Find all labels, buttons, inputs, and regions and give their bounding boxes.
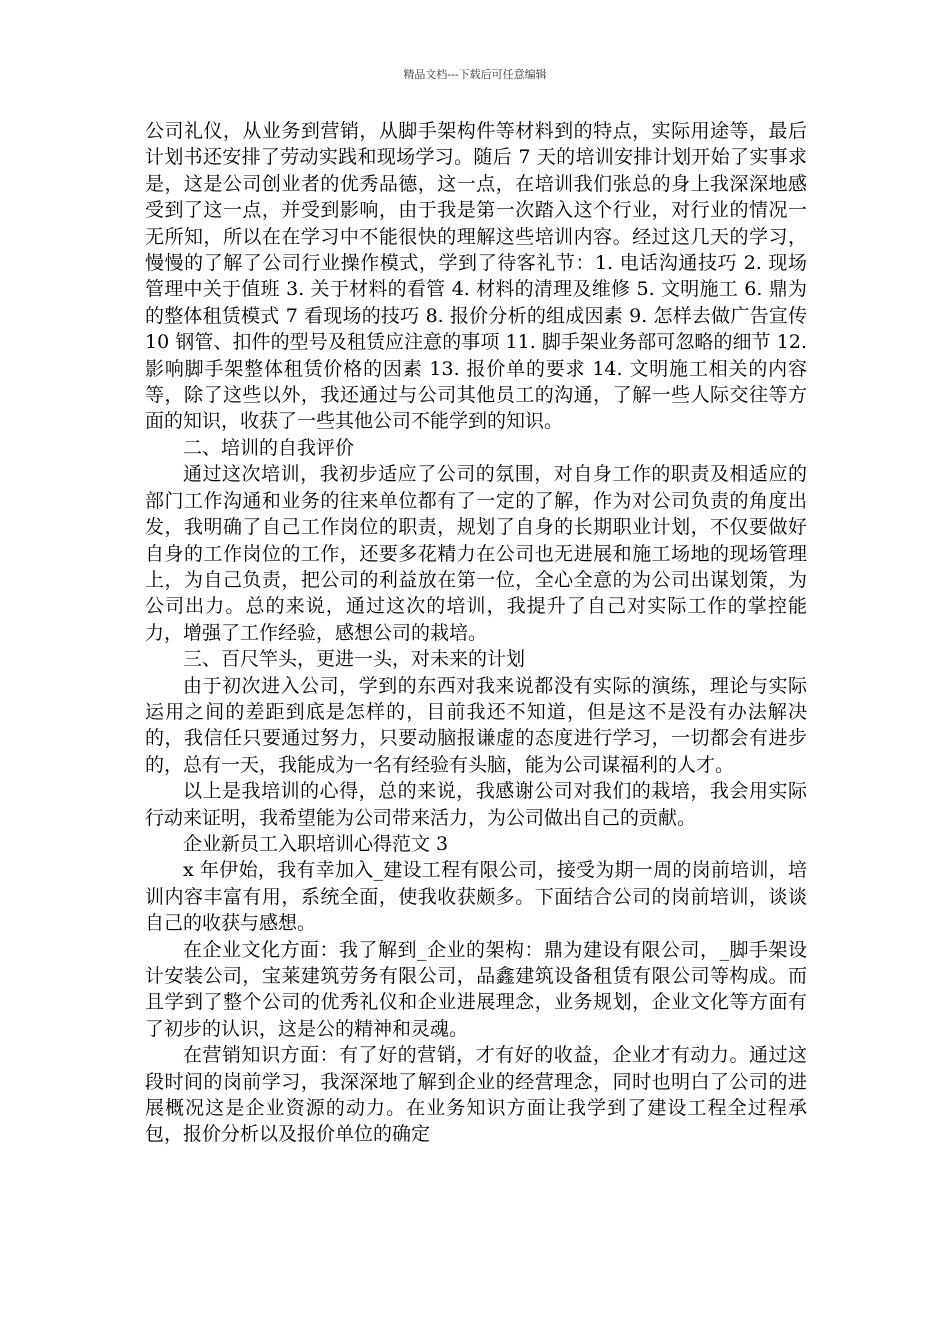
section-heading-self-evaluation: 二、培训的自我评价 bbox=[183, 436, 355, 459]
paragraph-conclusion: 以上是我培训的心得，总的来说，我感谢公司对我们的栽培，我会用实际行动来证明，我希望能为公司带来活力，为公司做出自己的贡献。 bbox=[145, 780, 807, 829]
paragraph-continuation: 公司礼仪，从业务到营销，从脚手架构件等材料到的特点，实际用途等，最后计划书还安排了劳动实践和现场学习。随后 7 天的培训安排计划开始了实事求是，这是公司创业者的优秀品德，这一点，在培训我们张总的身上我深深地感受到了这一点，并受到影响，由于我是第一次踏入这个行业，对行业的情况一无所知，所以在在学习中不能很快的理解这些培训内容。经过这几天的学习，慢慢的了解了公司行业操作模式，学到了待客礼节：1. 电话沟通技巧 2. 现场管理中关于值班 3. 关于材料的看管 4. 材料的清理及维修 5. 文明施工 6. 鼎为的整体租赁模式 7 看现场的技巧 8. 报价分析的组成因素 9. 怎样去做广告宣传 10 钢管、扣件的型号及租赁应注意的事项 11. 脚手架业务部可忽略的细节 12. 影响脚手架整体租赁价格的因素 13. 报价单的要求 14. 文明施工相关的内容等，除了这些以外，我还通过与公司其他员工的沟通，了解一些人际交往等方面的知识，收获了一些其他公司不能学到的知识。 bbox=[145, 120, 807, 433]
article-title-sample-3: 企业新员工入职培训心得范文 3 bbox=[183, 832, 449, 855]
page-header: 精品文档---下载后可任意编辑 bbox=[403, 68, 547, 81]
section-heading-future-plan: 三、百尺竿头，更进一头，对未来的计划 bbox=[183, 648, 526, 671]
paragraph-future-plan: 由于初次进入公司，学到的东西对我来说都没有实际的演练，理论与实际运用之间的差距到底是怎样的，目前我还不知道，但是这不是没有办法解决的，我信任只要通过努力，只要动脑报谦虚的态度进行学习，一切都会有进步的，总有一天，我能成为一名有经验有头脑，能为公司谋福利的人才。 bbox=[145, 674, 807, 776]
paragraph-intro: x 年伊始，我有幸加入_建设工程有限公司，接受为期一周的岗前培训，培训内容丰富有用，系统全面，使我收获颇多。下面结合公司的岗前培训，谈谈自己的收获与感想。 bbox=[145, 859, 807, 935]
paragraph-corporate-culture: 在企业文化方面：我了解到_企业的架构：鼎为建设有限公司，_脚手架设计安装公司，宝莱建筑劳务有限公司，品鑫建筑设备租赁有限公司等构成。而且学到了整个公司的优秀礼仪和企业进展理念，业务规划，企业文化等方面有了初步的认识，这是公的精神和灵魂。 bbox=[145, 938, 807, 1040]
paragraph-self-evaluation: 通过这次培训，我初步适应了公司的氛围，对自身工作的职责及相适应的部门工作沟通和业务的往来单位都有了一定的了解，作为对公司负责的角度出发，我明确了自己工作岗位的职责，规划了自身的长期职业计划，不仅要做好自身的工作岗位的工作，还要多花精力在公司也无进展和施工场地的现场管理上，为自己负责，把公司的利益放在第一位，全心全意的为公司出谋划策，为公司出力。总的来说，通过这次的培训，我提升了自己对实际工作的掌控能力，增强了工作经验，感想公司的栽培。 bbox=[145, 463, 807, 644]
document-body bbox=[145, 118, 807, 1148]
paragraph-marketing: 在营销知识方面：有了好的营销，才有好的收益，企业才有动力。通过这段时间的岗前学习，我深深地了解到企业的经营理念，同时也明白了公司的进展概况这是企业资源的动力。在业务知识方面让我学到了建设工程全过程承包，报价分析以及报价单位的确定 bbox=[145, 1044, 807, 1146]
